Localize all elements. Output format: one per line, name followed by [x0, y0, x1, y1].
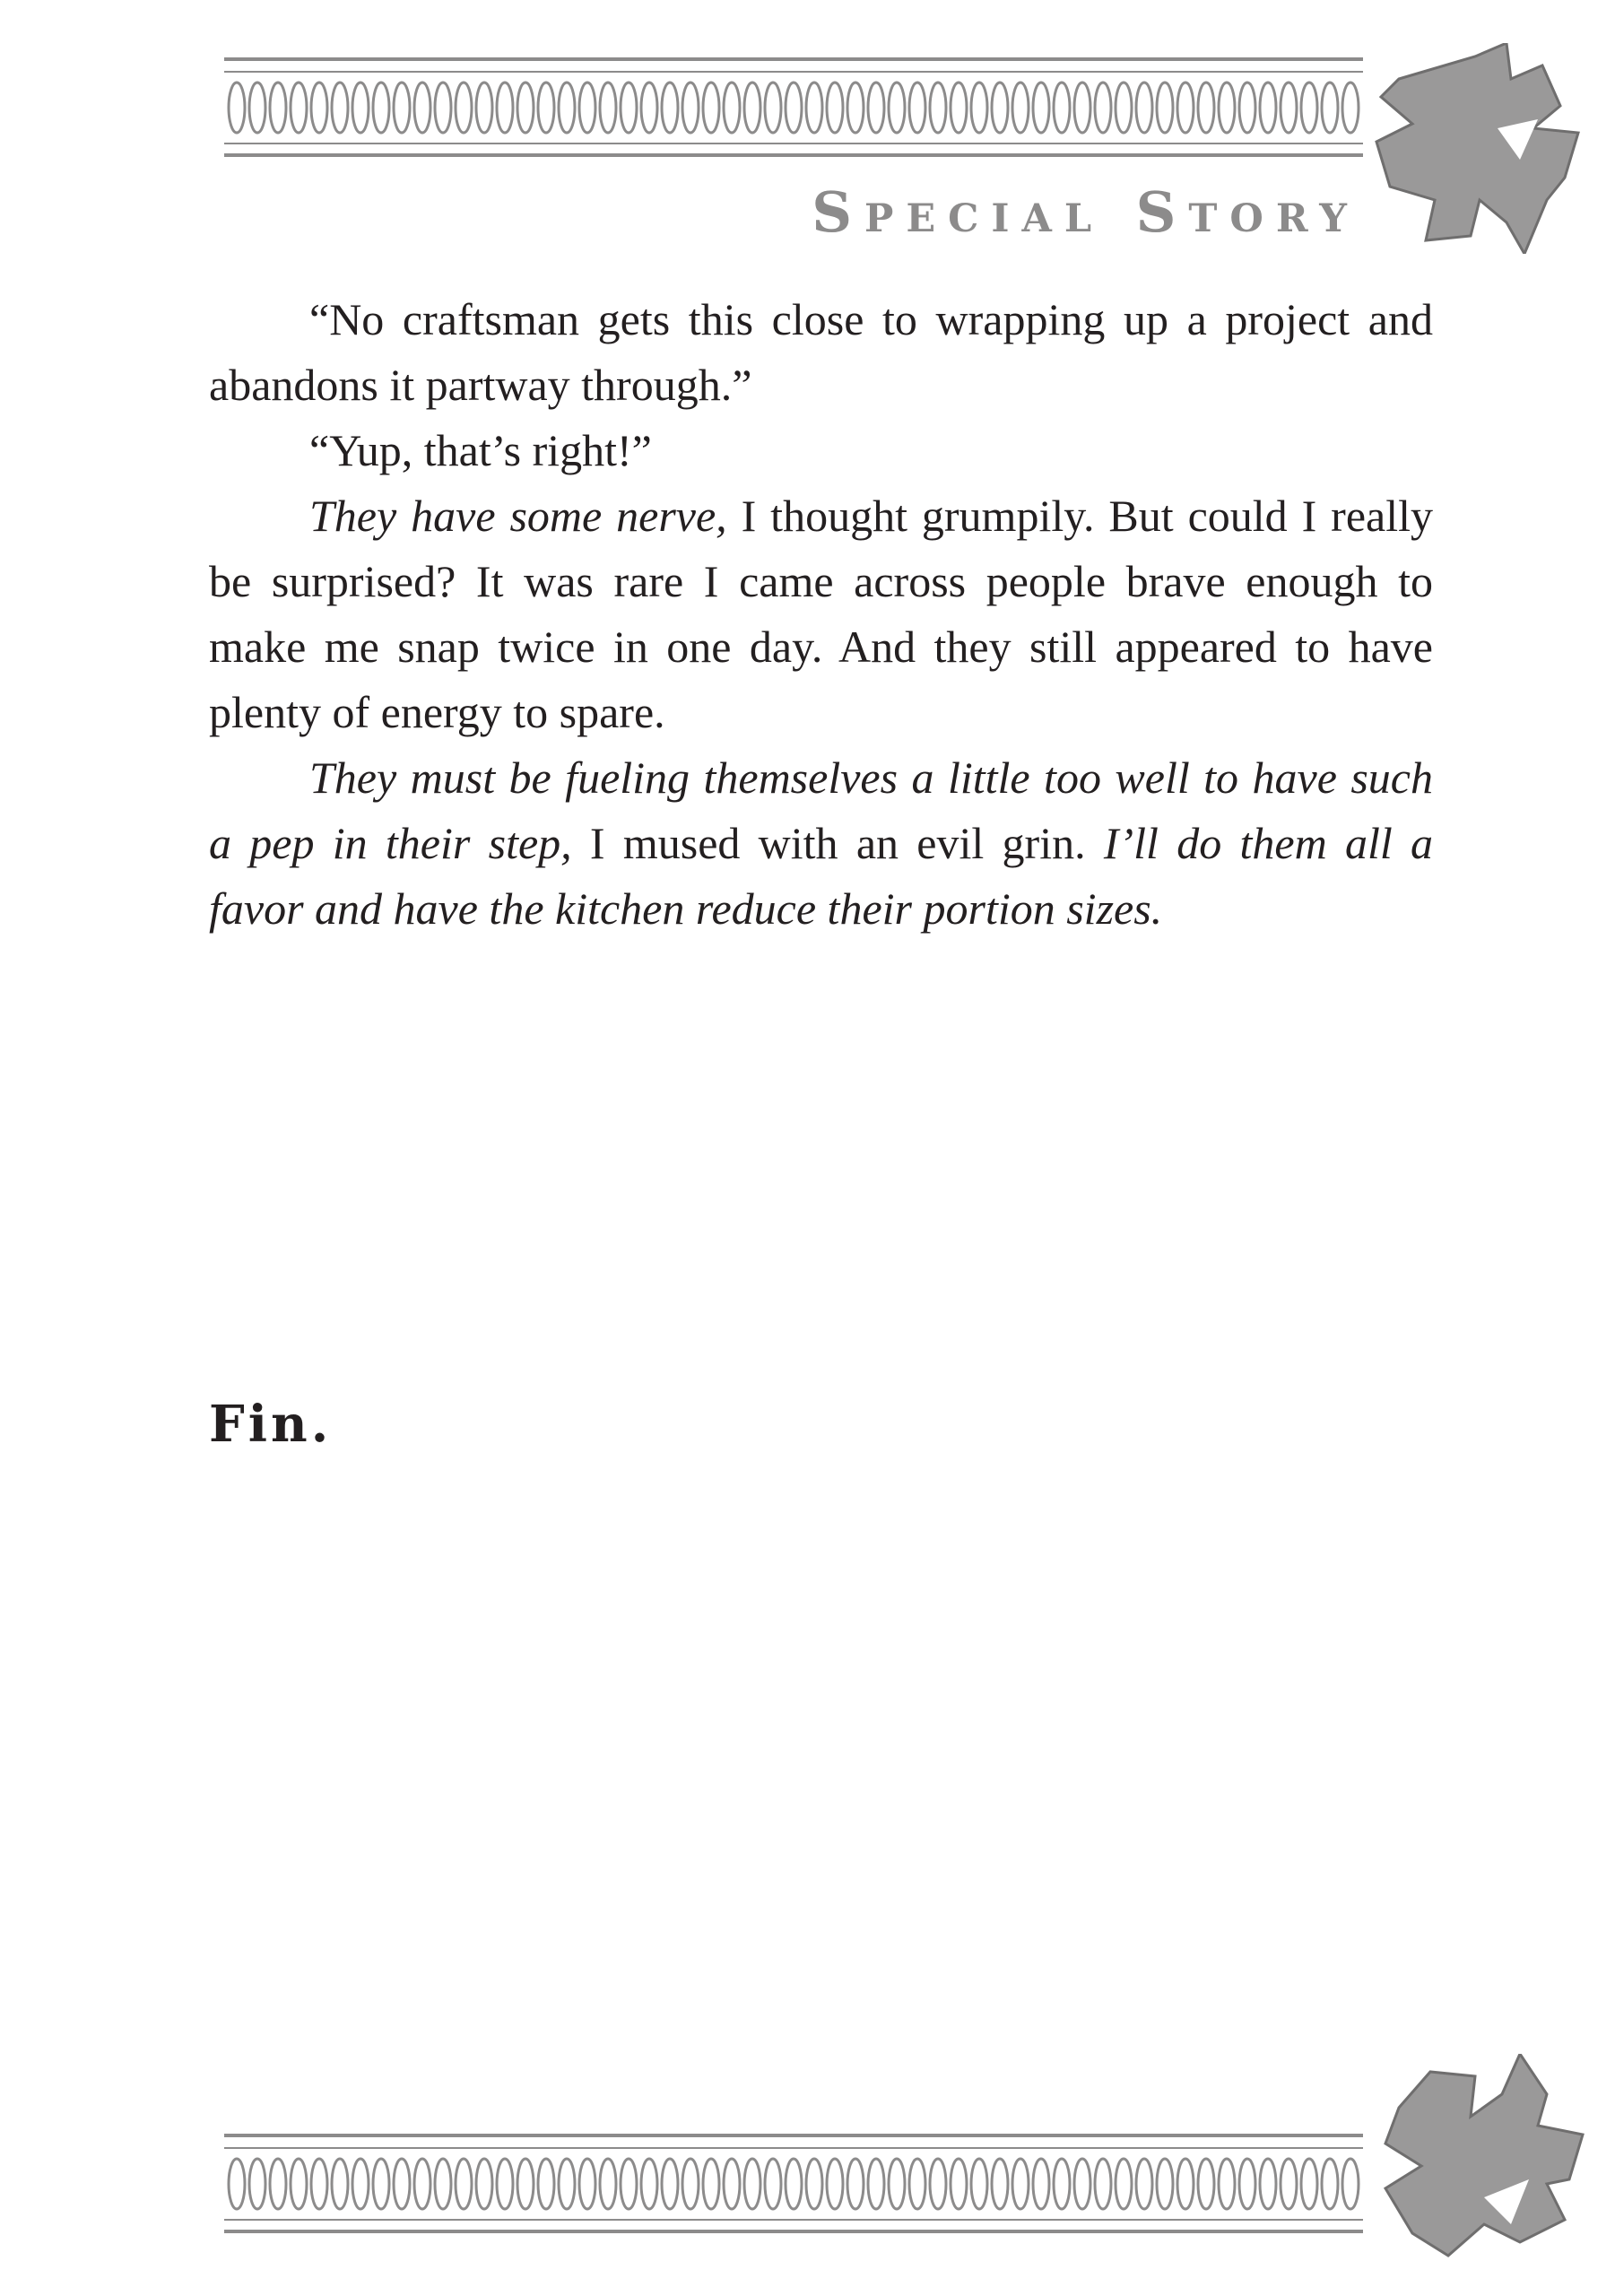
chain-link-icon: [497, 83, 513, 133]
chain-link-icon: [1260, 83, 1276, 133]
chain-link-icon: [682, 83, 699, 133]
chain-link-icon: [456, 2159, 472, 2209]
chain-link-icon: [1281, 2159, 1297, 2209]
chain-link-icon: [1116, 2159, 1132, 2209]
chain-link-icon: [1239, 2159, 1255, 2209]
chain-link-icon: [229, 83, 245, 133]
chain-link-icon: [332, 83, 348, 133]
chain-link-icon: [249, 2159, 265, 2209]
chain-link-icon: [951, 83, 967, 133]
chain-link-icon: [930, 2159, 946, 2209]
chain-link-icon: [538, 2159, 554, 2209]
chain-link-icon: [744, 2159, 760, 2209]
chain-link-icon: [1281, 83, 1297, 133]
chain-link-icon: [559, 83, 575, 133]
paragraph-text: I mused with an evil grin.: [571, 818, 1104, 868]
chain-link-icon: [765, 2159, 781, 2209]
chain-link-icon: [270, 83, 286, 133]
paragraph: [209, 287, 1433, 418]
chain-link-icon: [1074, 2159, 1090, 2209]
chain-link-icon: [868, 2159, 884, 2209]
chain-link-icon: [517, 83, 534, 133]
chain-link-icon: [559, 2159, 575, 2209]
paragraph: [209, 483, 1433, 745]
chain-link-icon: [1177, 2159, 1194, 2209]
chain-link-icon: [373, 2159, 389, 2209]
chain-link-icon: [1054, 2159, 1070, 2209]
italic-text: They have some nerve,: [309, 491, 727, 541]
chain-link-icon: [394, 2159, 410, 2209]
chain-link-icon: [806, 2159, 822, 2209]
chain-link-icon: [456, 83, 472, 133]
chain-link-icon: [621, 83, 637, 133]
chain-link-icon: [971, 2159, 987, 2209]
chain-link-icon: [270, 2159, 286, 2209]
chain-link-icon: [641, 83, 657, 133]
chain-link-icon: [435, 83, 451, 133]
chain-link-icon: [249, 83, 265, 133]
chain-link-icon: [414, 2159, 430, 2209]
chain-link-icon: [827, 2159, 843, 2209]
chain-link-icon: [847, 2159, 864, 2209]
chain-link-icon: [414, 83, 430, 133]
chain-link-icon: [992, 2159, 1008, 2209]
fin-label: Fin.: [209, 1395, 333, 1454]
chain-link-icon: [971, 83, 987, 133]
chain-link-icon: [827, 83, 843, 133]
italic-text: I’ll do them all a favor and have the kitchen reduce their portion sizes.: [209, 818, 1434, 934]
chain-link-icon: [1322, 2159, 1338, 2209]
chain-link-icon: [1012, 2159, 1029, 2209]
chain-link-icon: [1095, 83, 1111, 133]
chain-link-icon: [1074, 83, 1090, 133]
chain-link-icon: [517, 2159, 534, 2209]
chain-link-icon: [1033, 2159, 1049, 2209]
chain-link-icon: [311, 83, 327, 133]
story-body: [209, 287, 1433, 942]
chain-link-icon: [291, 83, 307, 133]
italic-text: They must be fueling themselves a little too well to have such a pep in their step,: [209, 752, 1433, 868]
chain-link-icon: [724, 2159, 740, 2209]
chain-link-icon: [703, 83, 719, 133]
chain-link-icon: [621, 2159, 637, 2209]
chain-link-icon: [682, 2159, 699, 2209]
chain-link-icon: [1260, 2159, 1276, 2209]
chain-link-icon: [786, 83, 802, 133]
chain-link-icon: [724, 83, 740, 133]
chain-link-icon: [600, 83, 616, 133]
paragraph-text: I thought grumpily. But could I really be surprised? It was rare I came across people brave enough to make me snap twice in one day. And they still appeared to have plenty of energy to spare.: [209, 491, 1433, 737]
chain-link-icon: [889, 83, 905, 133]
chain-link-icon: [765, 83, 781, 133]
chain-link-icon: [229, 2159, 245, 2209]
chain-link-icon: [951, 2159, 967, 2209]
chain-link-icon: [1322, 83, 1338, 133]
chain-link-icon: [1198, 83, 1214, 133]
chain-link-icon: [909, 83, 925, 133]
chain-link-icon: [662, 2159, 678, 2209]
chain-link-icon: [352, 2159, 369, 2209]
chain-link-icon: [291, 2159, 307, 2209]
chain-link-icon: [889, 2159, 905, 2209]
chain-link-icon: [352, 83, 369, 133]
chain-link-icon: [847, 83, 864, 133]
chain-link-icon: [1219, 83, 1235, 133]
chain-link-icon: [435, 2159, 451, 2209]
chain-link-icon: [1136, 2159, 1152, 2209]
chain-link-icon: [600, 2159, 616, 2209]
chain-link-icon: [786, 2159, 802, 2209]
chain-link-icon: [868, 83, 884, 133]
puzzle-piece-corner-icon: [1372, 43, 1583, 258]
chain-link-icon: [744, 83, 760, 133]
chain-link-icon: [579, 83, 595, 133]
chain-link-icon: [1177, 83, 1194, 133]
chain-link-icon: [806, 83, 822, 133]
chain-link-icon: [1342, 2159, 1359, 2209]
paragraph: [209, 418, 1433, 483]
chain-link-icon: [1219, 2159, 1235, 2209]
chain-link-icon: [1095, 2159, 1111, 2209]
chain-link-icon: [476, 2159, 492, 2209]
chain-link-icon: [1301, 2159, 1317, 2209]
chain-link-icon: [909, 2159, 925, 2209]
chain-link-icon: [1033, 83, 1049, 133]
chain-link-icon: [641, 2159, 657, 2209]
chain-link-icon: [1012, 83, 1029, 133]
paragraph: [209, 745, 1433, 942]
chain-link-icon: [662, 83, 678, 133]
chain-link-icon: [394, 83, 410, 133]
top-border-ornament: [224, 54, 1363, 161]
chain-link-icon: [538, 83, 554, 133]
chain-link-icon: [332, 2159, 348, 2209]
chain-link-icon: [311, 2159, 327, 2209]
chain-link-icon: [930, 83, 946, 133]
chain-link-icon: [1157, 2159, 1173, 2209]
chain-link-icon: [1198, 2159, 1214, 2209]
chain-link-icon: [1157, 83, 1173, 133]
header-title: Special Story: [812, 179, 1359, 245]
chain-link-icon: [703, 2159, 719, 2209]
chain-link-icon: [1239, 83, 1255, 133]
chain-link-icon: [497, 2159, 513, 2209]
chain-link-icon: [579, 2159, 595, 2209]
chain-link-icon: [476, 83, 492, 133]
chain-link-icon: [1342, 83, 1359, 133]
chain-link-icon: [1054, 83, 1070, 133]
puzzle-piece-corner-icon: [1376, 2054, 1587, 2274]
chain-link-icon: [992, 83, 1008, 133]
chain-link-icon: [1301, 83, 1317, 133]
chain-link-icon: [1116, 83, 1132, 133]
chain-link-icon: [373, 83, 389, 133]
chain-link-icon: [1136, 83, 1152, 133]
paragraph-text: “Yup, that’s right!”: [309, 425, 652, 475]
bottom-border-ornament: [224, 2130, 1363, 2238]
paragraph-text: “No craftsman gets this close to wrapping up a project and abandons it partway through.”: [209, 294, 1433, 410]
